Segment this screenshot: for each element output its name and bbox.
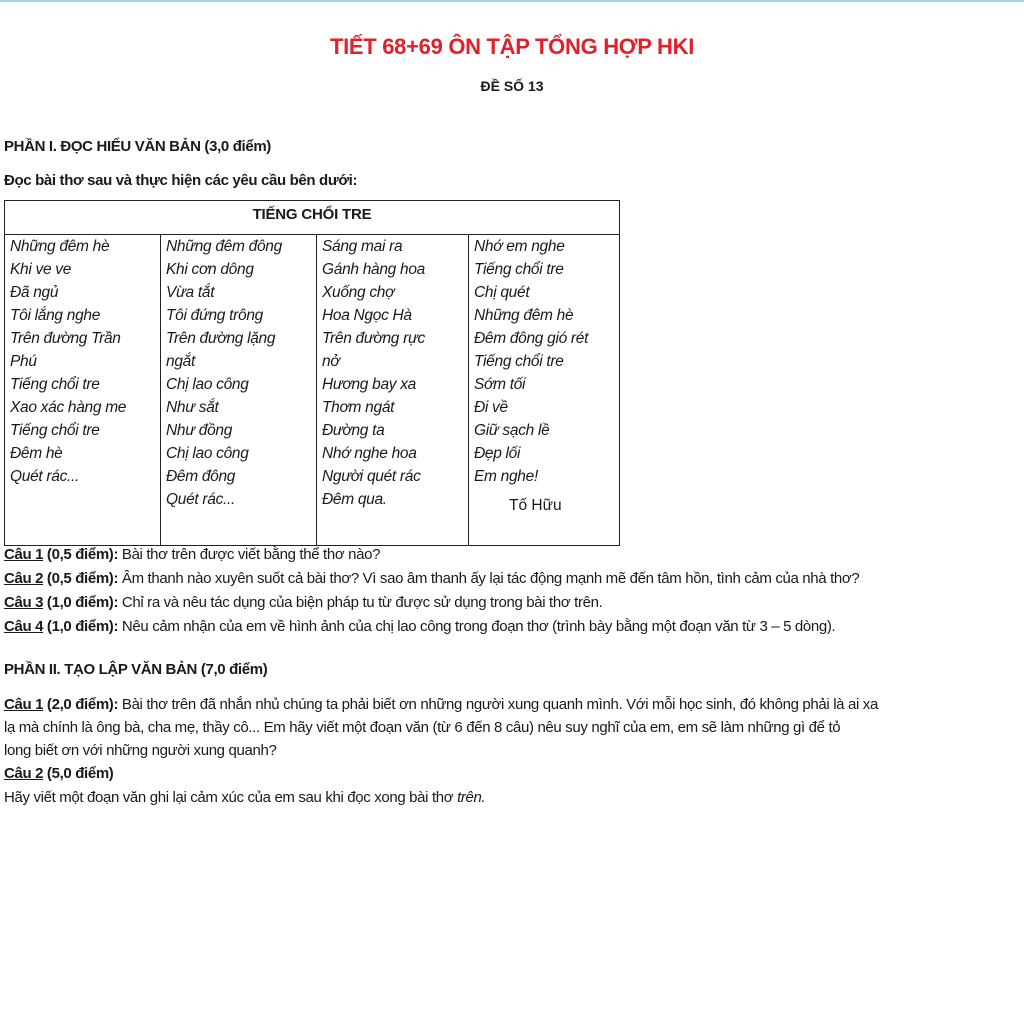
poem-line: Những đêm hè [474, 307, 574, 324]
poem-line: Phú [10, 353, 37, 370]
poem-line: Khi cơn dông [166, 261, 254, 278]
poem-line: Như sắt [166, 399, 219, 416]
poem-line: Trên đường rực [322, 330, 425, 347]
question-4 [4, 618, 835, 635]
page-title: TIẾT 68+69 ÔN TẬP TỔNG HỢP HKI [329, 34, 695, 59]
part2-question-1-line-3: long biết ơn với những người xung quanh? [4, 742, 277, 759]
poem-line: Người quét rác [322, 468, 421, 485]
poem-line: Nhớ em nghe [474, 238, 565, 255]
question-1 [4, 546, 380, 563]
poem-line: Xao xác hàng me [10, 399, 127, 416]
poem-line: Khi ve ve [10, 261, 72, 278]
poem-line: Tiếng chổi tre [474, 261, 564, 278]
poem-column-1 [5, 235, 161, 545]
question-label: Câu 3 (1,0 điểm): [4, 594, 119, 611]
poem-author: Tố Hữu [509, 497, 562, 514]
poem-column-2 [161, 235, 317, 545]
question-label: Câu 4 (1,0 điểm): [4, 618, 119, 635]
poem-line: Tôi lắng nghe [10, 307, 101, 324]
poem-line: Đêm đông gió rét [474, 330, 589, 347]
poem-line: Đường ta [322, 422, 385, 439]
poem-line: Đêm hè [10, 445, 63, 462]
part2-question-2-label [4, 765, 113, 782]
exam-number: ĐỀ SỐ 13 [480, 78, 544, 94]
poem-line: Tiếng chổi tre [10, 376, 100, 393]
poem-line: Đi về [474, 399, 508, 416]
poem-line: Gánh hàng hoa [322, 261, 425, 278]
poem-line: Những đêm đông [166, 238, 282, 255]
question-label: Câu 1 (0,5 điểm): [4, 546, 119, 563]
poem-line: Như đồng [166, 422, 233, 439]
question-text: Nêu cảm nhận của em về hình ảnh của chị lao công trong đoạn thơ (trình bày bằng một đoạn văn từ 3 – 5 dòng). [118, 618, 836, 635]
top-border-line [0, 0, 1024, 2]
part1-instruction: Đọc bài thơ sau và thực hiện các yêu cầu bên dưới: [4, 172, 358, 189]
part1-heading: PHẦN I. ĐỌC HIỂU VĂN BẢN (3,0 điểm) [4, 138, 271, 155]
question-label: Câu 2 (0,5 điểm): [4, 570, 119, 587]
question-text: Chỉ ra và nêu tác dụng của biện pháp tu từ được sử dụng trong bài thơ trên. [118, 594, 603, 611]
poem-line: Sáng mai ra [322, 238, 403, 255]
poem-line: Những đêm hè [10, 238, 110, 255]
poem-line: Hoa Ngọc Hà [322, 307, 412, 324]
poem-line: Quét rác... [10, 468, 80, 485]
poem-line: Trên đường Trần [10, 330, 121, 347]
poem-line: Nhớ nghe hoa [322, 445, 417, 462]
poem-line: nở [322, 353, 340, 370]
question-text: Bài thơ trên được viết bằng thể thơ nào? [118, 546, 381, 563]
poem-line: Tôi đứng trông [166, 307, 263, 324]
poem-line: Sớm tối [474, 376, 526, 393]
question-3 [4, 594, 602, 611]
question-label: Câu 2 (5,0 điểm) [4, 765, 114, 782]
part2-heading: PHẦN II. TẠO LẬP VĂN BẢN (7,0 điểm) [4, 661, 268, 678]
poem-line: Chị lao công [166, 376, 249, 393]
poem-line: Đêm qua. [322, 491, 387, 508]
question-text: Bài thơ trên đã nhắn nhủ chúng ta phải biết ơn những người xung quanh mình. Với mỗi học sinh, đó không phải là ai xa [118, 696, 878, 713]
poem-title: TIẾNG CHỔI TRE [5, 201, 619, 235]
poem-line: Tiếng chổi tre [10, 422, 100, 439]
question-label: Câu 1 (2,0 điểm): [4, 696, 119, 713]
poem-column-3 [317, 235, 469, 545]
poem-line: Hương bay xa [322, 376, 417, 393]
poem-line: Giữ sạch lề [474, 422, 550, 439]
poem-line: Chị lao công [166, 445, 249, 462]
poem-line: Chị quét [474, 284, 530, 301]
poem-line: Trên đường lặng [166, 330, 276, 347]
part2-question-2-text: Hãy viết một đoạn văn ghi lại cảm xúc của em sau khi đọc xong bài thơ trên. [4, 789, 486, 806]
part2-question-1-line-2: lạ mà chính là ông bà, cha mẹ, thầy cô... Em hãy viết một đoạn văn (từ 6 đến 8 câu) nêu suy nghĩ của em, em sẽ làm những gì để tỏ [4, 719, 841, 736]
poem-line: Tiếng chổi tre [474, 353, 564, 370]
poem-line: Đêm đông [166, 468, 236, 485]
poem-line: Đã ngủ [10, 284, 59, 301]
poem-line: Vừa tắt [166, 284, 215, 301]
poem-line: Đẹp lối [474, 445, 521, 462]
poem-line: ngắt [166, 353, 195, 370]
poem-line: Em nghe! [474, 468, 538, 485]
poem-line: Xuống chợ [322, 284, 395, 301]
question-text: Âm thanh nào xuyên suốt cả bài thơ? Vì sao âm thanh ấy lại tác động mạnh mẽ đến tâm hồn, tình cảm của nhà thơ? [118, 570, 860, 587]
poem-line: Quét rác... [166, 491, 236, 508]
part2-question-1-line-1 [4, 696, 878, 713]
poem-table [4, 200, 620, 546]
question-2 [4, 570, 859, 587]
poem-line: Thơm ngát [322, 399, 395, 416]
